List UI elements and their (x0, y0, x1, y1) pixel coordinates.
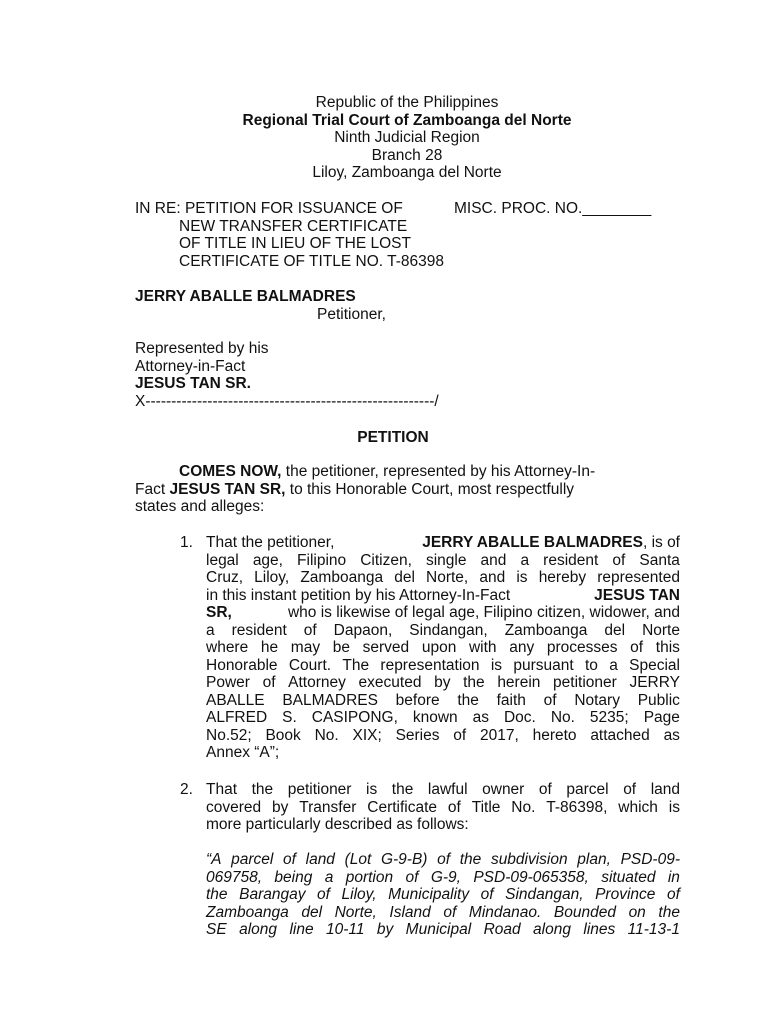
intro-paragraph (135, 463, 659, 516)
quote-l2: 069758, being a portion of G-9, PSD-09-065358, situated in (206, 868, 680, 886)
quote-l5: SE along line 10-11 by Municipal Road along lines 11-13-1 (206, 921, 680, 938)
item2-l1: That the petitioner is the lawful owner of parcel of land (206, 781, 680, 798)
attorney-in-fact-label: Attorney-in-Fact (135, 357, 246, 375)
intro-line2-rest: to this Honorable Court, most respectfully (285, 480, 575, 498)
quote-l4: Zamboanga del Norte, Island of Mindanao. Bounded on the (206, 903, 680, 921)
item2-l2: covered by Transfer Certificate of Title No. T-86398, which is (206, 798, 680, 816)
header-branch: Branch 28 (371, 146, 443, 164)
misc-proc-number: MISC. PROC. NO.________ (454, 200, 652, 217)
header-republic: Republic of the Philippines (315, 94, 499, 111)
intro-line1: the petitioner, represented by his Attorney-In- (281, 463, 596, 480)
document-title: PETITION (357, 429, 429, 446)
land-description-quote (206, 851, 680, 939)
header-region: Ninth Judicial Region (334, 129, 480, 146)
court-header (0, 94, 768, 182)
item-1-body (206, 534, 680, 762)
header-court-name: Regional Trial Court of Zamboanga del Norte (242, 111, 572, 129)
item1-l4a: in this instant petition by his Attorney-In-Fact (206, 586, 511, 604)
petitioner-role: Petitioner, (317, 305, 386, 323)
item1-l2: legal age, Filipino Citizen, single and a resident of Santa (206, 551, 680, 569)
caption-in-re-line2: NEW TRANSFER CERTIFICATE (179, 217, 408, 235)
intro-line2-prefix: Fact (135, 480, 170, 498)
represented-by: Represented by his (135, 340, 269, 357)
item1-l5: who is likewise of legal age, Filipino citizen, widower, and (287, 604, 680, 621)
item1-l7: where he may be served upon with any processes of this (206, 639, 680, 656)
intro-attorney-name: JESUS TAN SR, (169, 480, 286, 498)
item2-l3: more particularly described as follows: (206, 816, 469, 833)
item1-attorney-suffix: SR, (206, 604, 232, 621)
case-caption (135, 200, 695, 270)
item1-l3: Cruz, Liloy, Zamboanga del Norte, and is hereby represented (206, 569, 680, 586)
caption-separator: X--------------------------------------------------------/ (135, 392, 439, 410)
item1-attorney-name: JESUS TAN (594, 586, 680, 604)
caption-in-re-line3: OF TITLE IN LIEU OF THE LOST (179, 235, 411, 252)
item1-l9: Power of Attorney executed by the herein petitioner JERRY (206, 674, 680, 691)
petitioner-name: JERRY ABALLE BALMADRES (135, 288, 356, 305)
quote-l1: “A parcel of land (Lot G-9-B) of the subdivision plan, PSD-09- (206, 851, 680, 868)
item1-l13: Annex “A”; (206, 744, 280, 761)
representation-block (135, 340, 695, 410)
petitioner-block (135, 288, 695, 323)
item1-l12: No.52; Book No. XIX; Series of 2017, hereto attached as (206, 726, 680, 744)
header-location: Liloy, Zamboanga del Norte (312, 164, 502, 181)
item1-petitioner-name: JERRY ABALLE BALMADRES, is of (422, 534, 680, 551)
quote-l3: the Barangay of Liloy, Municipality of Sindangan, Province of (206, 886, 680, 903)
item1-l10: ABALLE BALMADRES before the faith of Notary Public (206, 691, 680, 709)
item1-l6: a resident of Dapaon, Sindangan, Zamboanga del Norte (206, 621, 680, 639)
item-1-number: 1. (180, 534, 193, 551)
item-2-body (206, 781, 680, 834)
attorney-name: JESUS TAN SR. (135, 375, 251, 392)
item1-l8: Honorable Court. The representation is pursuant to a Special (206, 656, 680, 674)
comes-now: COMES NOW, (179, 463, 282, 480)
caption-in-re-line4: CERTIFICATE OF TITLE NO. T-86398 (179, 252, 445, 270)
caption-in-re-line1: IN RE: PETITION FOR ISSUANCE OF (135, 200, 403, 217)
item-2-number: 2. (180, 781, 193, 798)
item1-l11: ALFRED S. CASIPONG, known as Doc. No. 5235; Page (206, 709, 680, 726)
intro-line3: states and alleges: (135, 498, 265, 515)
item1-l1a: That the petitioner, (206, 534, 335, 551)
